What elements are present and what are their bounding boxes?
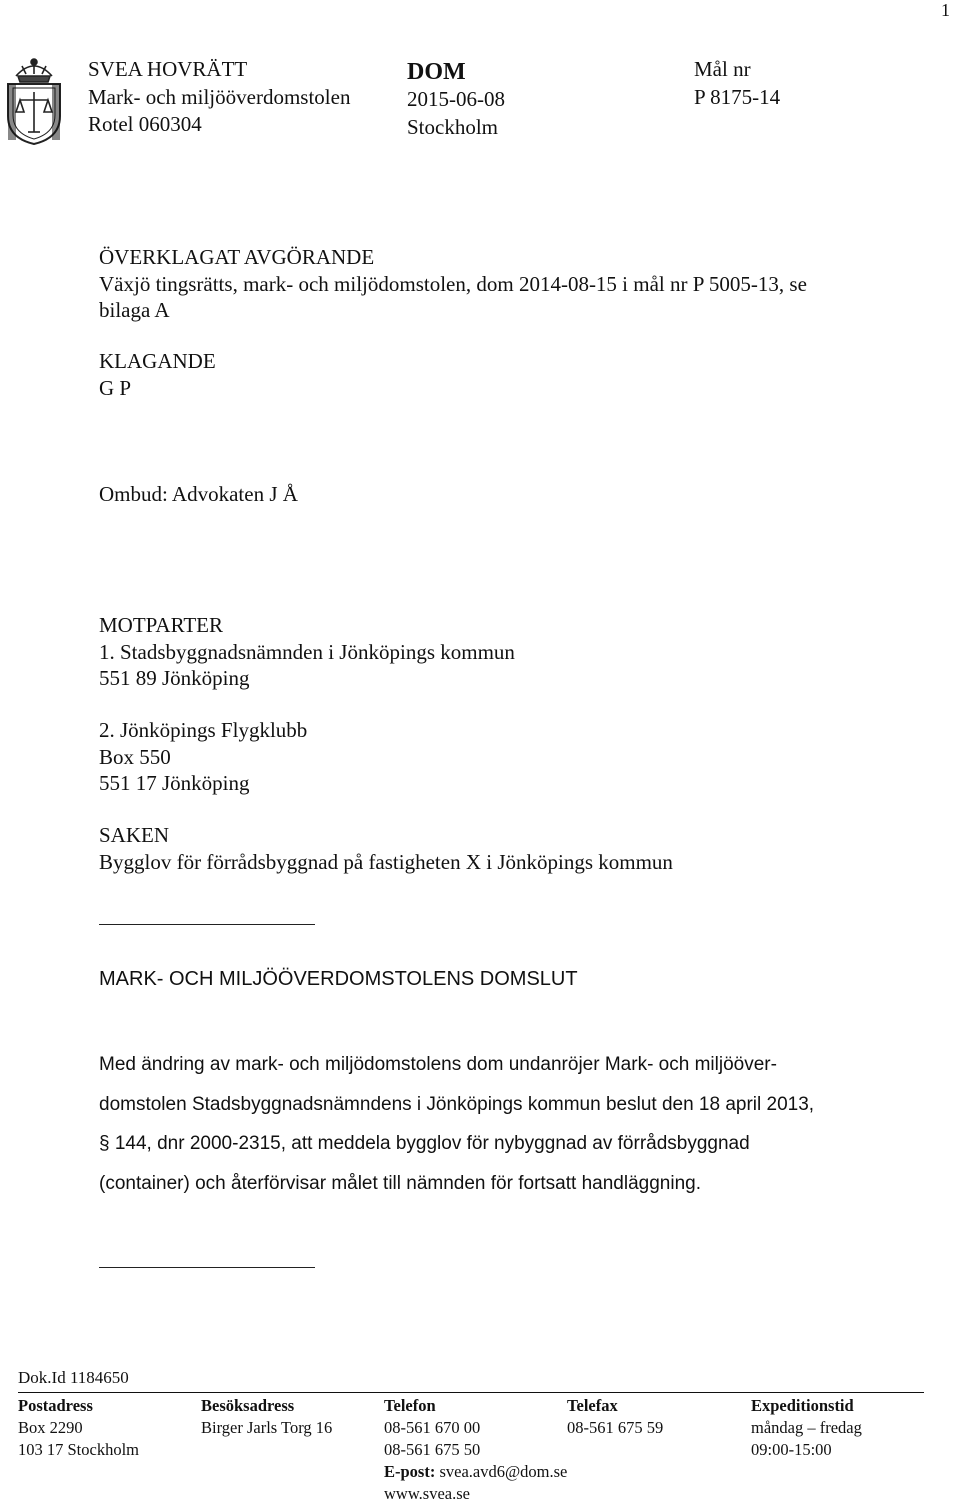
document-type: DOM — [407, 59, 466, 85]
footer-postal — [18, 1395, 139, 1461]
document-block — [407, 58, 505, 141]
footer-value: Box 2290 — [18, 1418, 83, 1437]
matter-section — [99, 822, 673, 875]
opponent-line: Box 550 — [99, 744, 171, 769]
opponents-section — [99, 612, 515, 692]
footer-email-link[interactable]: svea.avd6@dom.se — [439, 1462, 568, 1481]
footer-value: 09:00-15:00 — [751, 1440, 832, 1459]
case-block — [694, 56, 780, 111]
verdict-text — [99, 1045, 879, 1203]
footer-phone — [384, 1395, 567, 1505]
opponent-line: 551 89 Jönköping — [99, 666, 250, 690]
page-number: 1 — [941, 0, 950, 20]
footer-value: 103 17 Stockholm — [18, 1440, 140, 1459]
footer-web-link[interactable]: www.svea.se — [384, 1484, 470, 1503]
appellant-name: G P — [99, 375, 132, 400]
verdict-line: § 144, dnr 2000-2315, att meddela bygglov för nybyggnad av förrådsbyggnad — [99, 1133, 750, 1154]
case-number: P 8175-14 — [694, 84, 781, 109]
document-date: 2015-06-08 — [407, 87, 505, 111]
opponent-2-block — [99, 717, 307, 797]
footer-rule — [18, 1392, 924, 1393]
footer-value: 08-561 675 50 — [384, 1440, 481, 1459]
document-city: Stockholm — [407, 114, 499, 139]
opponent-line: 1. Stadsbyggnadsnämnden i Jönköpings kommun — [99, 639, 515, 664]
verdict-line: Med ändring av mark- och miljödomstolens dom undanröjer Mark- och miljööver- — [99, 1054, 777, 1075]
matter-heading: SAKEN — [99, 823, 170, 847]
case-label: Mål nr — [694, 57, 751, 81]
court-name: SVEA HOVRÄTT — [88, 57, 248, 81]
footer-value: Birger Jarls Torg 16 — [201, 1418, 333, 1437]
footer-email-label: E-post: — [384, 1462, 436, 1481]
verdict-heading: MARK- OCH MILJÖÖVERDOMSTOLENS DOMSLUT — [99, 968, 578, 990]
footer-visiting — [201, 1395, 332, 1439]
footer-value: 08-561 670 00 — [384, 1418, 481, 1437]
footer-fax — [567, 1395, 663, 1439]
end-divider — [99, 1267, 315, 1268]
appellant-heading: KLAGANDE — [99, 349, 216, 373]
document-id: Dok.Id 1184650 — [18, 1368, 129, 1387]
footer-heading: Postadress — [18, 1396, 93, 1415]
footer-value: 08-561 675 59 — [567, 1418, 664, 1437]
appellant-section — [99, 348, 216, 401]
verdict-line: (container) och återförvisar målet till nämnden för fortsatt handläggning. — [99, 1172, 701, 1194]
appellant-counsel: Ombud: Advokaten J Å — [99, 482, 298, 506]
footer-hours — [751, 1395, 862, 1461]
section-divider — [99, 924, 315, 925]
court-division: Mark- och miljööverdomstolen — [88, 84, 351, 109]
court-block — [88, 56, 350, 139]
opponent-line: 551 17 Jönköping — [99, 771, 250, 795]
appealed-line: bilaga A — [99, 298, 170, 322]
footer-value: måndag – fredag — [751, 1418, 862, 1437]
opponents-heading: MOTPARTER — [99, 613, 223, 637]
opponent-line: 2. Jönköpings Flygklubb — [99, 718, 308, 742]
footer-heading: Telefax — [567, 1396, 618, 1415]
footer-heading: Besöksadress — [201, 1396, 295, 1415]
matter-text: Bygglov för förrådsbyggnad på fastigheten X i Jönköpings kommun — [99, 849, 673, 874]
footer-email-row — [384, 1461, 567, 1483]
crown-scales-emblem-icon — [4, 54, 64, 146]
court-rotel: Rotel 060304 — [88, 112, 202, 136]
appealed-section — [99, 244, 807, 324]
appealed-heading: ÖVERKLAGAT AVGÖRANDE — [99, 245, 375, 269]
footer-heading: Telefon — [384, 1396, 436, 1415]
verdict-line: domstolen Stadsbyggnadsnämndens i Jönköpings kommun beslut den 18 april 2013, — [99, 1093, 815, 1115]
appealed-line: Växjö tingsrätts, mark- och miljödomstolen, dom 2014-08-15 i mål nr P 5005-13, se — [99, 271, 807, 296]
footer-heading: Expeditionstid — [751, 1396, 854, 1415]
